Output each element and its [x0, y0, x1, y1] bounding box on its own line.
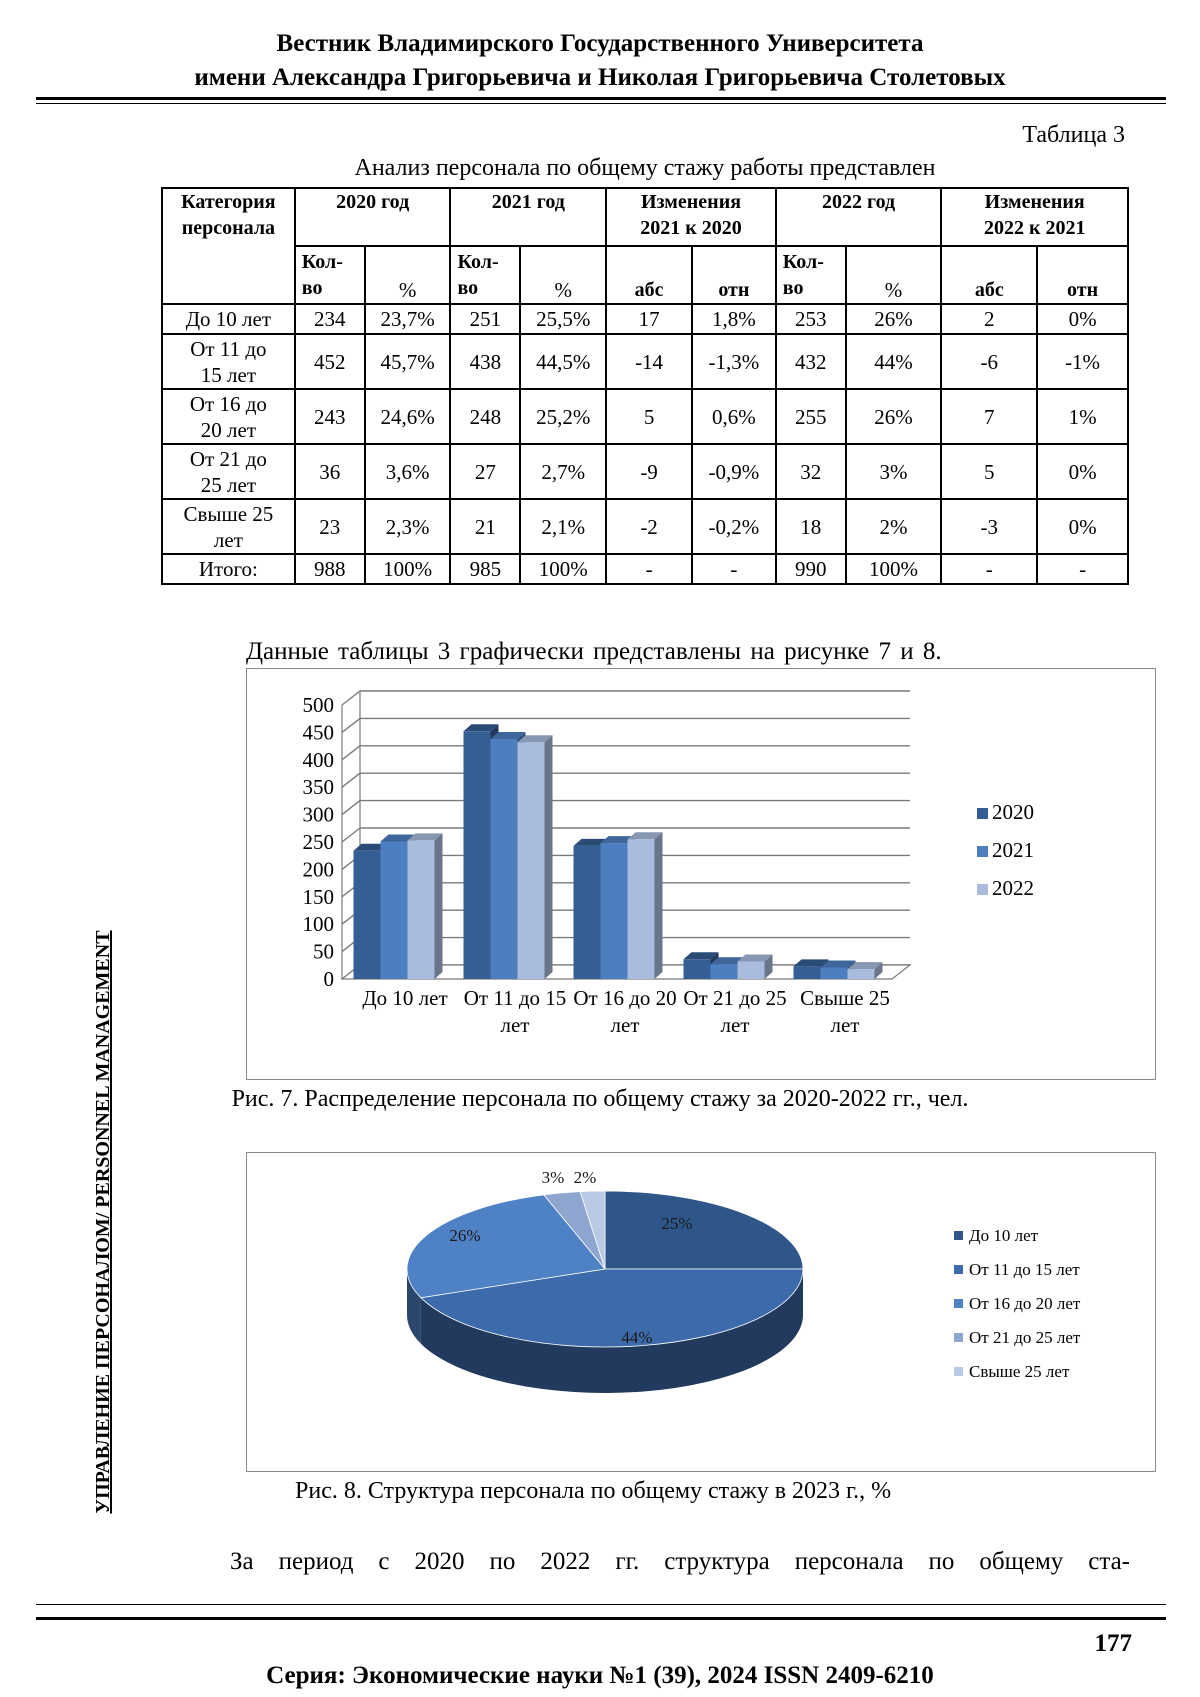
pie-legend-swatch — [954, 1231, 963, 1240]
x-tick-label: От 21 до 25 — [683, 986, 787, 1010]
figure7-frame — [246, 668, 1156, 1080]
th-sub-0: Кол- во — [295, 246, 365, 304]
cell-value: 5 — [606, 389, 692, 444]
cell-value: 25,5% — [520, 304, 606, 334]
header-rule-thin — [36, 103, 1166, 104]
cell-value: 2,7% — [520, 444, 606, 499]
cell-value: 17 — [606, 304, 692, 334]
header-rule — [36, 97, 1166, 100]
y-tick-label: 500 — [302, 693, 334, 717]
figure7-caption: Рис. 7. Распределение персонала по общему стажу за 2020-2022 гг., чел. — [231, 1086, 969, 1112]
staff-table — [161, 187, 1129, 585]
y-tick-label: 150 — [302, 884, 334, 909]
cell-value: 990 — [776, 554, 846, 584]
pie-legend-swatch — [954, 1333, 963, 1342]
pie-legend-swatch — [954, 1299, 963, 1308]
cell-value: 0% — [1037, 499, 1128, 554]
cell-value: 44,5% — [520, 334, 606, 389]
table-row — [162, 554, 1128, 584]
th-change-2021: Изменения 2021 к 2020 — [606, 188, 776, 246]
cell-value: 23 — [295, 499, 365, 554]
th-sub-4: абс — [606, 246, 692, 304]
x-tick-label: От 11 до 15 — [463, 986, 567, 1010]
cell-value: 26% — [846, 304, 942, 334]
cell-value: 253 — [776, 304, 846, 334]
pie-slice-0 — [605, 1191, 803, 1269]
pie-legend-swatch — [954, 1367, 963, 1376]
th-category: Категория персонала — [162, 188, 295, 304]
cell-value: 100% — [520, 554, 606, 584]
th-sub-5: отн — [692, 246, 776, 304]
legend-swatch — [977, 808, 988, 819]
cell-value: 243 — [295, 389, 365, 444]
legend-label: 2020 — [992, 800, 1034, 824]
y-tick-label: 250 — [302, 830, 334, 854]
cell-value: 27 — [450, 444, 520, 499]
journal-title-line1: Вестник Владимирского Государственного Университета — [276, 30, 924, 57]
table-subheader — [162, 246, 1128, 304]
bar-2022-4 — [848, 962, 883, 979]
footer-rule-thin — [36, 1604, 1166, 1605]
page-number: 177 — [1094, 1630, 1132, 1657]
pie-value-label: 44% — [621, 1328, 653, 1347]
cell-value: - — [606, 554, 692, 584]
th-sub-9: отн — [1037, 246, 1128, 304]
cell-value: -14 — [606, 334, 692, 389]
bar-2022-0 — [408, 833, 443, 979]
table-row — [162, 499, 1128, 554]
cell-value: - — [692, 554, 776, 584]
gridline-side — [342, 691, 360, 705]
th-sub-3: % — [520, 246, 606, 304]
cell-value: 988 — [295, 554, 365, 584]
pie-legend-label: От 11 до 15 лет — [969, 1260, 1080, 1279]
y-tick-label: 350 — [302, 775, 334, 800]
x-tick-label: лет — [830, 1013, 860, 1037]
cell-value: 23,7% — [365, 304, 451, 334]
th-sub-8: абс — [941, 246, 1037, 304]
table-row — [162, 389, 1128, 444]
cell-value: 100% — [365, 554, 451, 584]
x-tick-label: лет — [720, 1013, 750, 1037]
cell-value: 26% — [846, 389, 942, 444]
cell-value: 7 — [941, 389, 1037, 444]
gridline-side — [342, 828, 360, 842]
cell-value: 432 — [776, 334, 846, 389]
th-sub-2: Кол- во — [450, 246, 520, 304]
pie-legend-label: От 21 до 25 лет — [969, 1328, 1081, 1347]
cell-value: 234 — [295, 304, 365, 334]
cell-value: 21 — [450, 499, 520, 554]
pie-value-label: 2% — [573, 1168, 597, 1187]
gridline-side — [342, 773, 360, 787]
pie-legend-label: До 10 лет — [969, 1226, 1039, 1245]
cell-value: -1% — [1037, 334, 1128, 389]
y-tick-label: 450 — [302, 720, 334, 745]
footer-rule — [36, 1617, 1166, 1620]
bar-chart — [247, 669, 1155, 1079]
row-category: От 16 до 20 лет — [162, 389, 295, 444]
cell-value: -1,3% — [692, 334, 776, 389]
th-2021: 2021 год — [450, 188, 606, 246]
pie-value-label: 25% — [661, 1214, 693, 1233]
pie-legend-swatch — [954, 1265, 963, 1274]
row-category: До 10 лет — [162, 304, 295, 334]
cell-value: 1,8% — [692, 304, 776, 334]
cell-value: 2,3% — [365, 499, 451, 554]
cell-value: 36 — [295, 444, 365, 499]
table-label: Таблица 3 — [1022, 122, 1125, 148]
cell-value: 248 — [450, 389, 520, 444]
section-sidebar: УПРАВЛЕНИЕ ПЕРСОНАЛОМ/ PERSONNEL MANAGEMENT — [92, 930, 114, 1514]
y-tick-label: 100 — [302, 912, 334, 937]
th-2022: 2022 год — [776, 188, 942, 246]
cell-value: - — [941, 554, 1037, 584]
th-2020: 2020 год — [295, 188, 451, 246]
cell-value: 0% — [1037, 304, 1128, 334]
cell-value: - — [1037, 554, 1128, 584]
pie-chart — [247, 1153, 1155, 1471]
row-category: Свыше 25 лет — [162, 499, 295, 554]
cell-value: 25,2% — [520, 389, 606, 444]
cell-value: 0% — [1037, 444, 1128, 499]
figure8-frame — [246, 1152, 1156, 1472]
cell-value: 2,1% — [520, 499, 606, 554]
legend-label: 2022 — [992, 876, 1034, 900]
cell-value: 0,6% — [692, 389, 776, 444]
y-tick-label: 200 — [302, 857, 334, 882]
cell-value: -3 — [941, 499, 1037, 554]
row-category: От 21 до 25 лет — [162, 444, 295, 499]
th-sub-7: % — [846, 246, 942, 304]
cell-value: 18 — [776, 499, 846, 554]
cell-value: 452 — [295, 334, 365, 389]
bar-2022-1 — [518, 735, 553, 979]
legend-swatch — [977, 846, 988, 857]
cell-value: -6 — [941, 334, 1037, 389]
x-tick-label: До 10 лет — [362, 986, 448, 1010]
pie-legend-label: Свыше 25 лет — [969, 1362, 1070, 1381]
cell-value: 45,7% — [365, 334, 451, 389]
journal-title-line2: имени Александра Григорьевича и Николая Григорьевича Столетовых — [194, 64, 1006, 91]
cell-value: 251 — [450, 304, 520, 334]
cell-value: 1% — [1037, 389, 1128, 444]
gridline-side — [342, 718, 360, 732]
th-sub-6: Кол- во — [776, 246, 846, 304]
th-change-2022: Изменения 2022 к 2021 — [941, 188, 1128, 246]
cell-value: -9 — [606, 444, 692, 499]
pie-value-label: 26% — [449, 1226, 481, 1245]
bar-2022-3 — [738, 954, 773, 979]
legend-label: 2021 — [992, 838, 1034, 862]
x-tick-label: лет — [610, 1013, 640, 1037]
cell-value: -0,2% — [692, 499, 776, 554]
paragraph-conclusion: За период с 2020 по 2022 гг. структура персонала по общему ста- — [230, 1548, 1130, 1575]
cell-value: 44% — [846, 334, 942, 389]
cell-value: 3,6% — [365, 444, 451, 499]
y-tick-label: 0 — [323, 967, 334, 991]
table-row — [162, 334, 1128, 389]
gridline-side — [342, 801, 360, 815]
cell-value: 438 — [450, 334, 520, 389]
table-title: Анализ персонала по общему стажу работы представлен — [354, 155, 936, 181]
cell-value: -2 — [606, 499, 692, 554]
y-tick-label: 300 — [302, 802, 334, 827]
gridline-side — [342, 746, 360, 760]
table-row — [162, 304, 1128, 334]
cell-value: 2% — [846, 499, 942, 554]
cell-value: 5 — [941, 444, 1037, 499]
cell-value: -0,9% — [692, 444, 776, 499]
x-tick-label: Свыше 25 — [800, 986, 890, 1010]
pie-value-label: 3% — [541, 1168, 565, 1187]
bar-2022-2 — [628, 832, 663, 979]
cell-value: 3% — [846, 444, 942, 499]
cell-value: 255 — [776, 389, 846, 444]
row-category: От 11 до 15 лет — [162, 334, 295, 389]
th-sub-1: % — [365, 246, 451, 304]
y-tick-label: 50 — [313, 939, 334, 964]
figure8-caption: Рис. 8. Структура персонала по общему стажу в 2023 г., % — [295, 1478, 892, 1504]
cell-value: 32 — [776, 444, 846, 499]
cell-value: 985 — [450, 554, 520, 584]
table-row — [162, 444, 1128, 499]
x-tick-label: лет — [500, 1013, 530, 1037]
pie-legend-label: От 16 до 20 лет — [969, 1294, 1081, 1313]
row-category: Итого: — [162, 554, 295, 584]
x-tick-label: От 16 до 20 — [573, 986, 677, 1010]
paragraph-figures-intro: Данные таблицы 3 графически представлены на рисунке 7 и 8. — [246, 638, 942, 665]
cell-value: 100% — [846, 554, 942, 584]
legend-swatch — [977, 884, 988, 895]
footer-series: Серия: Экономические науки №1 (39), 2024 ISSN 2409-6210 — [266, 1662, 934, 1689]
cell-value: 24,6% — [365, 389, 451, 444]
cell-value: 2 — [941, 304, 1037, 334]
y-tick-label: 400 — [302, 747, 334, 772]
